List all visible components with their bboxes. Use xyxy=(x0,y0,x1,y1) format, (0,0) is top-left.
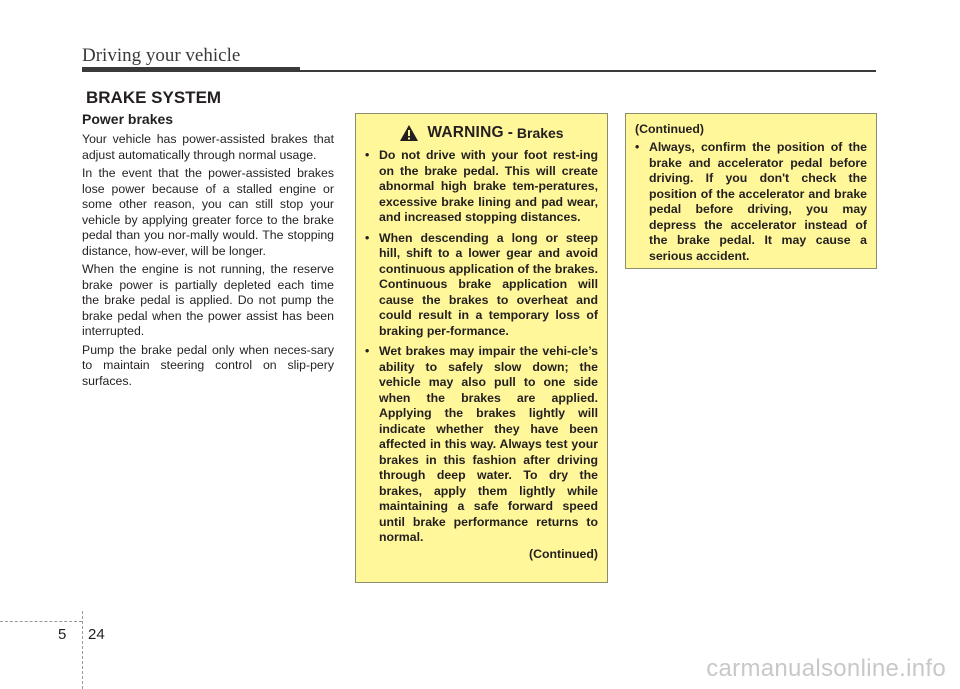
paragraph: In the event that the power-assisted brakes lose power because of a stalled engine or some other reason, you can still stop your vehicle by applying greater force to the brake pedal than you nor-mally would. The stopping distance, how-ever, will be longer. xyxy=(82,166,334,258)
bullet-icon: • xyxy=(365,344,370,358)
bullet-icon: • xyxy=(365,230,370,245)
chapter-number: 5 xyxy=(58,626,67,643)
warning-title xyxy=(365,124,598,142)
watermark: carmanualsonline.info xyxy=(706,655,946,682)
power-brakes-column xyxy=(82,111,334,392)
bullet-icon: • xyxy=(635,140,640,154)
section-title: BRAKE SYSTEM xyxy=(86,88,222,107)
footer-divider xyxy=(82,611,83,689)
warning-topic: Brakes xyxy=(516,125,564,141)
bullet-icon: • xyxy=(365,148,370,162)
warning-continued-box xyxy=(625,113,877,269)
warning-triangle-icon xyxy=(399,124,419,142)
warning-word: WARNING xyxy=(427,124,504,141)
paragraph: When the engine is not running, the reserve brake power is partially depleted each time the brake pedal is applied. Do not pump the brake pedal when the power assist has been interrupted. xyxy=(82,262,334,338)
list-item: • Always, confirm the position of the brake and accelerator pedal before driving. If you don't check the position of the accelerator and brake pedal before driving, you may depress the accelerator instead of the brake pedal. It may cause a serious accident. xyxy=(635,140,867,263)
warning-separator: - xyxy=(507,124,513,141)
warning-box xyxy=(355,113,608,583)
paragraph: Pump the brake pedal only when neces-sary to maintain steering control on slip-pery surfaces. xyxy=(82,342,334,388)
header-bar xyxy=(82,67,300,72)
list-item: • Do not drive with your foot rest-ing on the brake pedal. This will create abnormal high brake tem-peratures, excessive brake lining and pad wear, and increased stopping distances. xyxy=(365,148,598,224)
list-item: • Wet brakes may impair the vehi-cle’s ability to safely slow down; the vehicle may also pull to one side when the brakes are applied. Applying the brakes lightly will indicate whether they have been affected in this way. Always test your brakes in this fashion after driving through deep water. To dry the brakes, apply them lightly while maintaining a safe forward speed until brake performance returns to normal. xyxy=(365,344,598,544)
subheading: Power brakes xyxy=(82,111,174,127)
header-rule xyxy=(300,70,876,72)
paragraph: Your vehicle has power-assisted brakes that adjust automatically through normal usage. xyxy=(82,132,334,162)
footer-rule xyxy=(0,621,82,622)
page-header-title: Driving your vehicle xyxy=(82,45,241,66)
list-item: • When descending a long or steep hill, shift to a lower gear and avoid continuous application of the brakes. Continuous brake application will cause the brakes to overheat and could result in a temporary loss of braking per-formance. xyxy=(365,230,598,338)
continued-label: (Continued) xyxy=(529,546,598,561)
page-number: 24 xyxy=(88,626,105,643)
continued-label: (Continued) xyxy=(635,122,704,136)
warning-list xyxy=(365,148,598,546)
warning-list xyxy=(635,140,867,264)
